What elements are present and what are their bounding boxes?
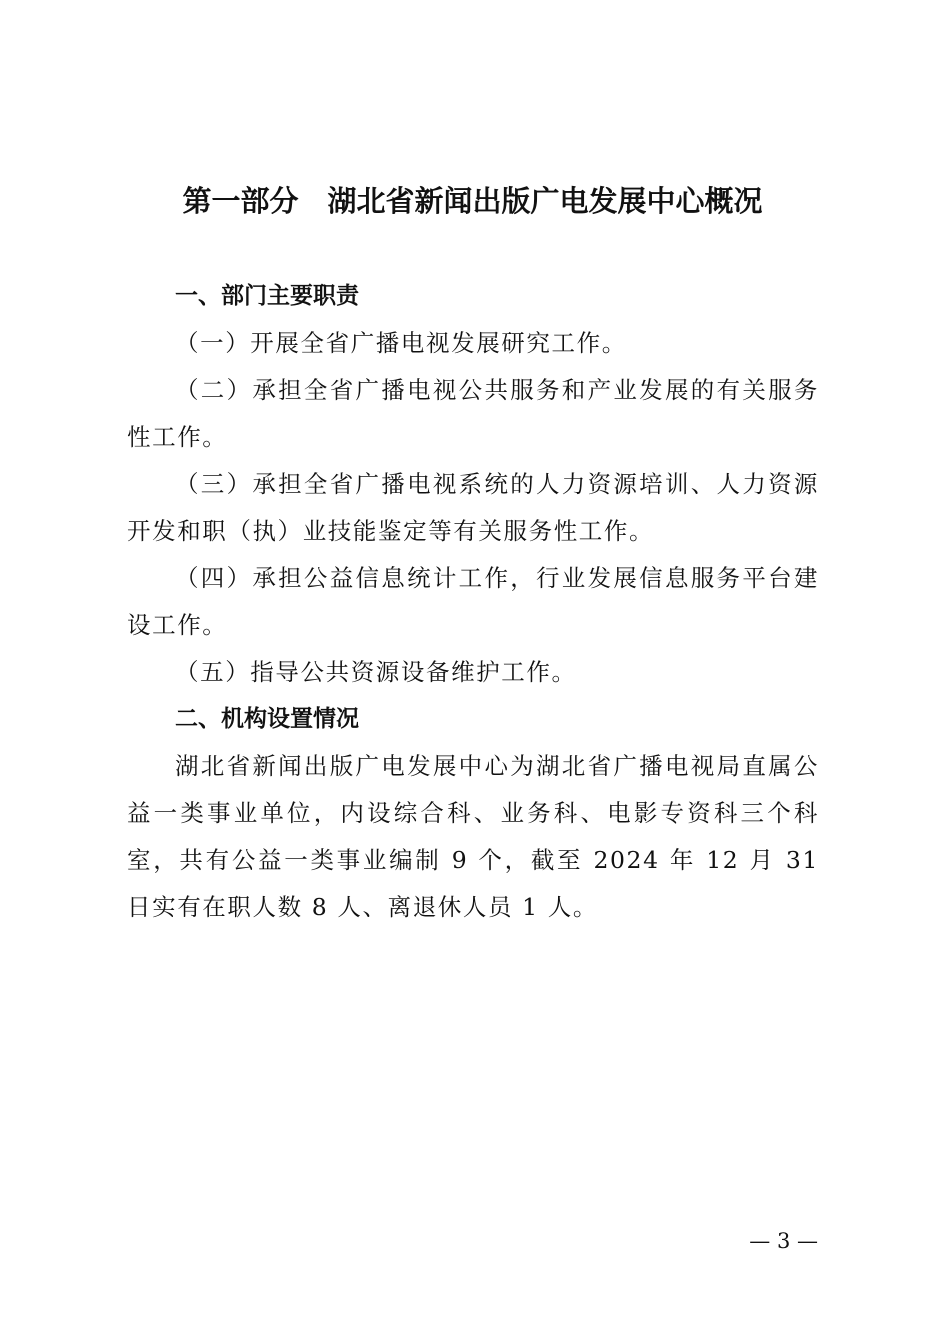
- paragraph-duty-1: （一）开展全省广播电视发展研究工作。: [175, 329, 627, 357]
- paragraph-duty-2: （二）承担全省广播电视公共服务和产业发展的有关服务性工作。: [127, 376, 819, 451]
- paragraph-duty-3: （三）承担全省广播电视系统的人力资源培训、人力资源开发和职（执）业技能鉴定等有关服务性工作。: [127, 470, 819, 545]
- paragraph-organization: 湖北省新闻出版广电发展中心为湖北省广播电视局直属公益一类事业单位，内设综合科、业务科、电影专资科三个科室，共有公益一类事业编制 9 个，截至 2024 年 12 月 31 日实有在职人数 8 人、离退休人员 1 人。: [127, 752, 819, 921]
- paragraph-duty-5: （五）指导公共资源设备维护工作。: [175, 658, 577, 686]
- page-number: — 3 —: [749, 1229, 818, 1253]
- section-heading-responsibilities: 一、部门主要职责: [175, 283, 359, 309]
- paragraph-duty-4: （四）承担公益信息统计工作，行业发展信息服务平台建设工作。: [127, 564, 819, 639]
- document-body: [127, 273, 819, 931]
- page-title: 第一部分 湖北省新闻出版广电发展中心概况: [182, 184, 763, 218]
- section-heading-organization: 二、机构设置情况: [175, 706, 359, 732]
